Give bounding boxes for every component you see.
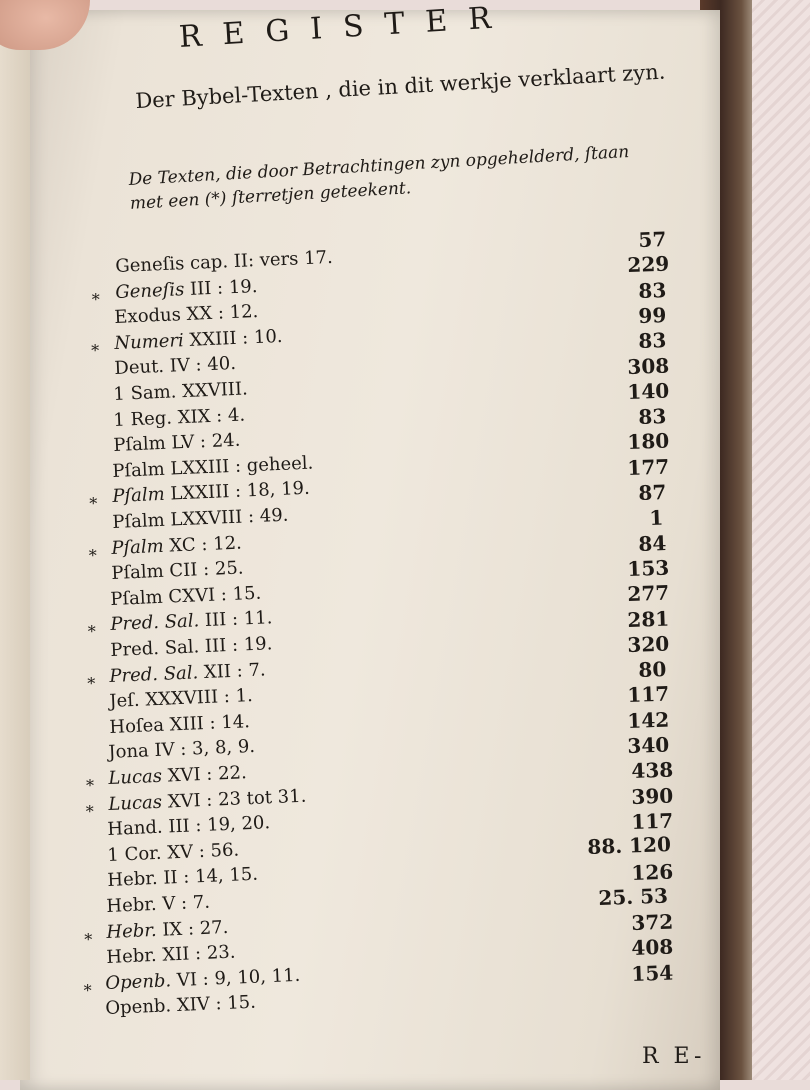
index-entry [109, 659, 266, 687]
index-entry [106, 916, 229, 942]
entry-text: VI : 9, 10, 11. [170, 964, 301, 992]
page-number: 87 [638, 480, 667, 505]
entry-book: Openb. [105, 970, 172, 994]
page-number: 438 [631, 757, 674, 784]
entry-text: Hebr. II : 14, 15. [106, 864, 258, 892]
index-entry [112, 478, 310, 507]
page-number: 83 [638, 404, 667, 430]
index-entry [111, 558, 244, 585]
page-number: 117 [627, 681, 670, 708]
page-number: 1 [649, 505, 664, 531]
entry-text: Jona IV : 3, 8, 9. [108, 736, 256, 764]
entry-text: IX : 27. [156, 916, 229, 941]
asterisk-mark: * [89, 494, 98, 514]
entry-text: Pſalm CXVI : 15. [110, 582, 263, 610]
entry-text: Pſalm LV : 24. [112, 429, 241, 457]
page-number: 320 [627, 631, 670, 657]
entry-text: Pred. Sal. III : 19. [109, 633, 273, 661]
entry-text: XC : 12. [163, 532, 243, 557]
entry-text: LXXIII : 18, 19. [164, 478, 311, 506]
book-page [20, 0, 720, 1090]
index-entry [113, 378, 248, 405]
page-number: 153 [627, 555, 670, 581]
entry-text: Pſalm LXXVIII : 49. [111, 504, 289, 533]
asterisk-mark: * [87, 622, 96, 642]
entry-text: Hand. III : 19, 20. [107, 812, 271, 841]
index-entry [110, 582, 262, 609]
index-entry [106, 942, 236, 968]
page-number: 180 [627, 428, 670, 455]
index-entry [105, 992, 256, 1019]
asterisk-mark: * [88, 545, 97, 565]
index-entry [107, 864, 258, 891]
entry-text: XVI : 23 tot 31. [161, 785, 307, 813]
entry-text: Openb. XIV : 15. [104, 992, 257, 1020]
entry-text: 1 Cor. XV : 56. [106, 839, 240, 866]
index-entry [115, 276, 258, 303]
page-number: 308 [627, 353, 670, 379]
entry-text: Exodus XX : 12. [114, 301, 260, 329]
entry-text: Pſalm LXXIII : geheel. [112, 452, 314, 482]
index-entry [112, 505, 289, 533]
entry-book: Hebr. [105, 919, 157, 943]
entry-text: Hebr. V : 7. [106, 891, 211, 917]
page-number: 229 [627, 251, 670, 278]
page-number: 140 [627, 378, 670, 404]
asterisk-note: De Texten, die door Betrachtingen zyn opgehelderd, ſtaan met een (*) ſterretjen geteekent. [128, 142, 630, 214]
facing-page-edge [0, 30, 30, 1080]
page-number: 126 [631, 859, 674, 885]
entry-book: Pſalm [111, 535, 165, 559]
page-number: 390 [631, 783, 674, 809]
index-entry [109, 711, 250, 738]
page-number: 99 [638, 302, 667, 328]
page-number: 408 [631, 934, 674, 961]
index-entry [113, 430, 241, 456]
index-entry [111, 532, 242, 558]
page-heading: REGISTER [178, 0, 513, 55]
index-entry [114, 353, 236, 379]
entry-book: Pſalm [111, 484, 166, 508]
index-entry [113, 404, 246, 430]
index-entry [106, 892, 210, 917]
index-entry [110, 608, 273, 636]
page-number: 83 [638, 277, 667, 303]
entry-book: Numeri [113, 329, 185, 354]
index-entry [108, 736, 255, 763]
asterisk-mark: * [91, 340, 100, 360]
index-entry [115, 247, 333, 277]
index-entry [107, 812, 271, 840]
entry-book: Pred. Sal. [109, 661, 200, 687]
index-entry [105, 965, 301, 994]
entry-text: Geneſis cap. II: vers 17. [115, 246, 334, 277]
asterisk-mark: * [85, 801, 94, 821]
entry-book: Geneſis [114, 278, 185, 303]
entry-book: Lucas [107, 791, 163, 815]
asterisk-mark: * [83, 980, 92, 1000]
asterisk-mark: * [91, 289, 100, 309]
asterisk-mark: * [86, 776, 94, 795]
index-entry [110, 633, 273, 661]
page-number: 281 [627, 606, 670, 632]
page-number: 340 [627, 732, 670, 758]
page-number: 80 [638, 657, 667, 683]
entry-text: Hebr. XII : 23. [105, 941, 236, 969]
page-number: 88. 120 [587, 832, 672, 860]
page-number: 83 [638, 328, 667, 354]
page-number: 372 [631, 909, 674, 936]
catchword: R E- [642, 1044, 706, 1069]
entry-book: Lucas [108, 765, 163, 789]
bible-text-index [20, 10, 810, 1090]
index-entry [108, 762, 247, 789]
page-number: 177 [627, 454, 670, 480]
index-entry [109, 685, 253, 712]
index-entry [114, 326, 283, 354]
page-number: 117 [631, 808, 674, 834]
page-number: 154 [631, 960, 674, 986]
entry-text: Deut. IV : 40. [113, 353, 236, 380]
entry-text: Hoſea XIII : 14. [108, 710, 251, 738]
entry-text: XXIII : 10. [183, 325, 283, 351]
entry-text: III : 19. [183, 275, 258, 300]
index-entry [107, 839, 240, 866]
entry-book: Pred. Sal. [110, 610, 200, 636]
entry-text: Jeſ. XXXVIII : 1. [109, 685, 254, 713]
asterisk-mark: * [87, 673, 96, 693]
entry-text: III : 11. [198, 607, 273, 632]
entry-text: 1 Sam. XXVIII. [113, 378, 249, 405]
page-number: 277 [627, 580, 670, 607]
entry-text: XVI : 22. [161, 762, 248, 787]
entry-text: Pſalm CII : 25. [110, 557, 244, 585]
entry-text: XII : 7. [198, 659, 267, 683]
index-entry [114, 301, 259, 328]
page-number: 142 [627, 707, 670, 733]
page-number: 25. 53 [598, 883, 669, 910]
page-subtitle: Der Bybel-Texten , die in dit werkje verklaart zyn. [134, 59, 666, 114]
entry-text: 1 Reg. XIX : 4. [112, 404, 246, 431]
page-number: 57 [638, 227, 667, 252]
index-entry [108, 785, 307, 814]
asterisk-mark: * [84, 929, 93, 949]
page-number: 84 [638, 530, 667, 556]
index-entry [112, 452, 314, 481]
